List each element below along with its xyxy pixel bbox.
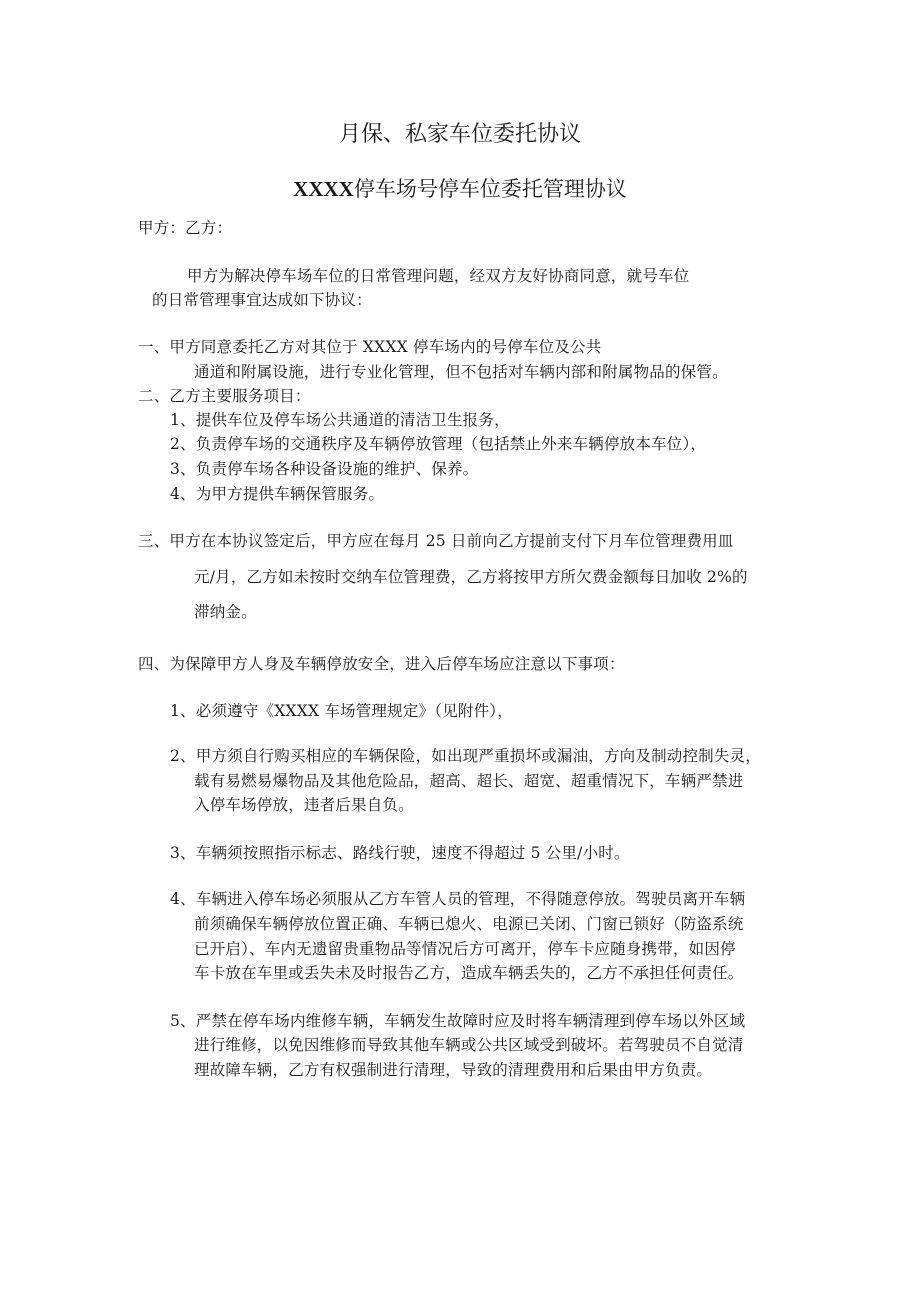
section4-item: 2、甲方须自行购买相应的车辆保险，如出现严重损坏或漏油，方向及制动控制失灵， <box>170 747 761 765</box>
section4-item-cont: 车卡放在车里或丢失未及时报告乙方，造成车辆丢失的，乙方不承担任何责任。 <box>194 964 744 982</box>
section4-item-cont: 进行维修，以免因维修而导致其他车辆或公共区域受到破坏。若驾驶员不自觉清 <box>194 1036 744 1054</box>
section4-item-cont: 前须确保车辆停放位置正确、车辆已熄火、电源已关闭、门窗已锁好（防盗系统 <box>194 915 744 933</box>
section2-item: 3、负责停车场各种设备设施的维护、保养。 <box>170 460 479 478</box>
section3-line: 元/月，乙方如未按时交纳车位管理费，乙方将按甲方所欠费金额每日加收 2%的 <box>194 568 748 586</box>
section4-item: 1、必须遵守《XXXX 车场管理规定》（见附件）， <box>170 702 513 720</box>
section4-item: 5、严禁在停车场内维修车辆，车辆发生故障时应及时将车辆清理到停车场以外区域 <box>170 1012 746 1030</box>
section4-item-cont: 入停车场停放，违者后果自负。 <box>194 796 414 814</box>
section1-line: 一、甲方同意委托乙方对其位于 XXXX 停车场内的号停车位及公共 <box>138 338 602 356</box>
intro-line: 甲方为解决停车场车位的日常管理问题，经双方友好协商同意，就号车位 <box>187 267 690 285</box>
section1-line: 通道和附属设施，进行专业化管理，但不包括对车辆内部和附属物品的保管。 <box>194 363 728 381</box>
section2-item: 1、提供车位及停车场公共通道的清洁卫生报务， <box>170 411 510 429</box>
section2-heading: 二、乙方主要服务项目： <box>138 387 311 405</box>
section4-item-cont: 理故障车辆，乙方有权强制进行清理，导致的清理费用和后果由甲方负责。 <box>194 1061 713 1079</box>
section4-heading: 四、为保障甲方人身及车辆停放安全，进入后停车场应注意以下事项： <box>138 655 625 673</box>
section3-line: 滞纳金。 <box>194 603 257 621</box>
section4-item-cont: 已开启）、车内无遗留贵重物品等情况后方可离开，停车卡应随身携带，如因停 <box>194 940 736 958</box>
section4-item: 3、车辆须按照指示标志、路线行驶，速度不得超过 5 公里/小时。 <box>170 844 630 862</box>
document-subtitle <box>0 174 920 204</box>
parties-line: 甲方：乙方： <box>138 219 233 237</box>
section2-item: 2、负责停车场的交通秩序及车辆停放管理（包括禁止外来车辆停放本车位）， <box>170 435 707 453</box>
subtitle-rest: 停车场号停车位委托管理协议 <box>353 177 627 201</box>
section3-line: 三、甲方在本协议签定后，甲方应在每月 25 日前向乙方提前支付下月车位管理费用皿 <box>138 532 734 550</box>
subtitle-prefix: XXXX <box>293 177 354 201</box>
intro-line: 的日常管理事宜达成如下协议： <box>152 291 372 309</box>
document-title: 月保、私家车位委托协议 <box>338 122 581 147</box>
section2-item: 4、为甲方提供车辆保管服务。 <box>170 485 385 503</box>
section4-item-cont: 载有易燃易爆物品及其他危险品，超高、超长、超宽、超重情况下，车辆严禁进 <box>194 772 744 790</box>
section4-item: 4、车辆进入停车场必须服从乙方车管人员的管理，不得随意停放。驾驶员离开车辆 <box>170 890 746 908</box>
